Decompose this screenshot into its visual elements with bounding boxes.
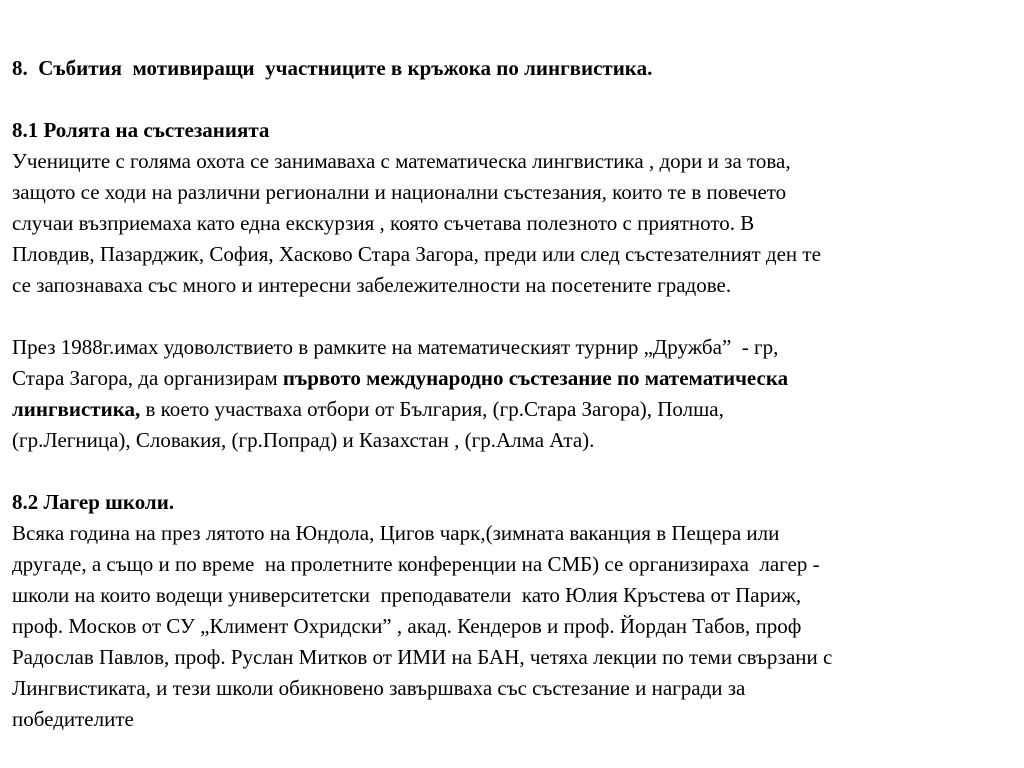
paragraph-line: победителите: [12, 707, 134, 731]
document-body: [12, 53, 1016, 735]
section-2-title: 8.2 Лагер школи.: [12, 490, 175, 514]
paragraph-line: школи на които водещи университетски преподаватели като Юлия Кръстева от Париж,: [12, 583, 802, 607]
paragraph-line: защото се ходи на различни регионални и национални състезания, които те в повечето: [12, 180, 787, 204]
paragraph-line: Учениците с голяма охота се занимаваха с математическа лингвистика , дори и за това,: [12, 149, 791, 173]
paragraph-line: [12, 363, 1016, 394]
plain-text: в което участваха отбори от България, (гр.Стара Загора), Полша,: [140, 397, 724, 421]
paragraph-line: [12, 394, 1016, 425]
paragraph-line: Лингвистиката, и тези школи обикновено завършваха със състезание и награди за: [12, 676, 746, 700]
plain-text: Стара Загора, да организирам: [12, 366, 283, 390]
paragraph-line: Радослав Павлов, проф. Руслан Митков от ИМИ на БАН, четяха лекции по теми свързани с: [12, 645, 833, 669]
paragraph-line: се запознаваха със много и интересни забележителности на посетените градове.: [12, 273, 732, 297]
spacer: [12, 456, 1016, 487]
paragraph-line: Всяка година на през лятото на Юндола, Цигов чарк,(зимната ваканция в Пещера или: [12, 521, 780, 545]
spacer: [12, 301, 1016, 332]
bold-text: първото международно състезание по математическа: [282, 366, 789, 390]
paragraph-line: случаи възприемаха като една екскурзия , която съчетава полезното с приятното. В: [12, 211, 755, 235]
paragraph-line: (гр.Легница), Словакия, (гр.Попрад) и Казахстан , (гр.Алма Ата).: [12, 428, 595, 452]
paragraph-line: другаде, а също и по време на пролетните конференции на СМБ) се организираха лагер -: [12, 552, 820, 576]
spacer: [12, 84, 1016, 115]
paragraph-line: проф. Москов от СУ „Климент Охридски” , акад. Кендеров и проф. Йордан Табов, проф: [12, 614, 802, 638]
paragraph-line: Пловдив, Пазарджик, София, Хасково Стара Загора, преди или след състезателният ден те: [12, 242, 821, 266]
paragraph-line: През 1988г.имах удоволствието в рамките на математическият турнир „Дружба” - гр,: [12, 335, 779, 359]
section-1-title: 8.1 Ролята на състезанията: [12, 118, 270, 142]
bold-text: лингвистика,: [12, 397, 141, 421]
main-heading: 8. Събития мотивиращи участниците в кръжока по лингвистика.: [12, 56, 653, 80]
